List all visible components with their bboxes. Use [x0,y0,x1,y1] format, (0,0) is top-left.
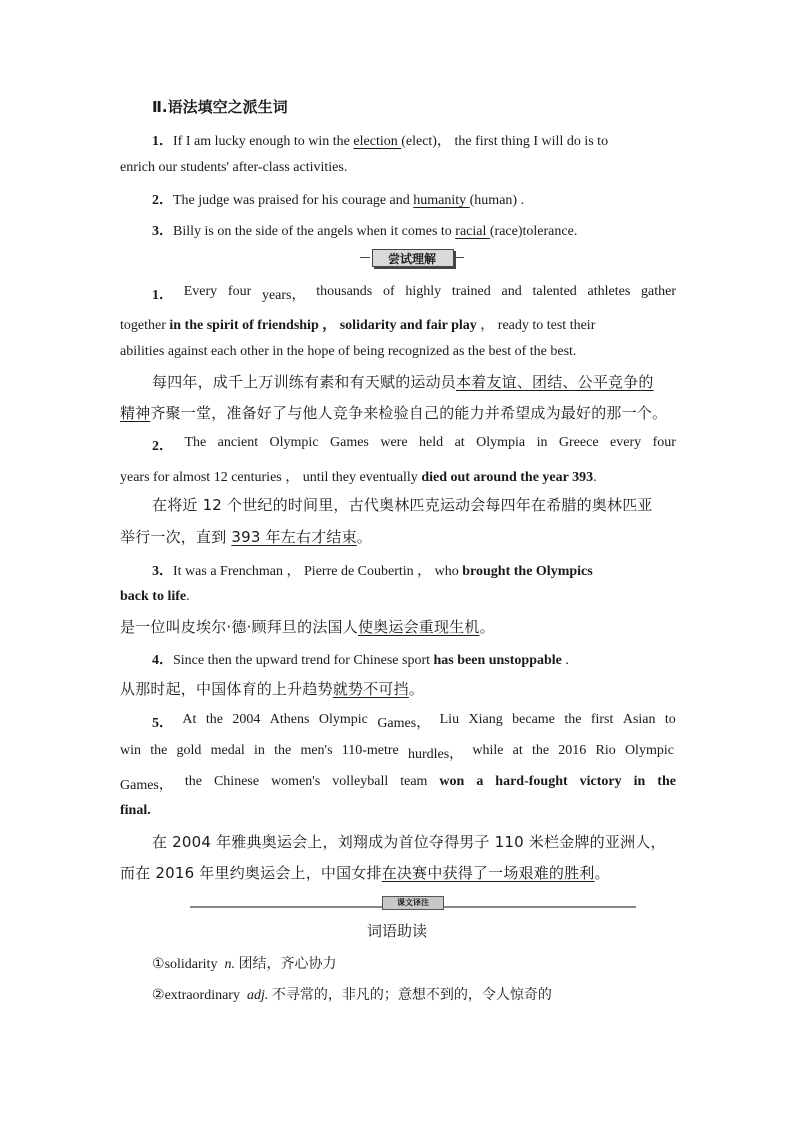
vocab-marker: ② [152,987,165,1003]
word: in [254,743,265,758]
item-text: (human) . [469,193,525,208]
section-banner [360,249,464,267]
key-phrase: back to life [120,589,187,604]
item-number: 1． [152,134,173,149]
key-phrase: brought the Olympics [462,564,593,579]
word: of [382,284,395,299]
key-phrase: has been unstoppable [433,653,562,668]
section-heading: Ⅱ.语法填空之派生词 [152,98,288,116]
word: trained [451,284,491,299]
word: 110-metre [341,743,399,758]
translation-text: 。 [356,528,372,546]
word: Olympia [476,435,526,450]
word: Every [183,284,218,299]
word: were [380,435,408,450]
sentence-5-line-4: final. [120,803,151,818]
key-word: won [439,774,465,789]
word: while [472,743,504,758]
sentence-2-line-2 [120,466,676,486]
word: medal [210,743,245,758]
sentence-2-line-1 [152,435,676,455]
key-word: the [657,774,676,789]
word: Xiang [468,712,503,727]
vocab-item-1 [152,953,336,973]
word: gather [641,284,676,299]
word: Chinese [213,774,260,789]
sentence-number: 1． [152,288,173,303]
grammar-item-2 [152,189,676,209]
item-number: 2． [152,193,173,208]
grammar-item-1 [152,130,676,150]
word: first [590,712,614,727]
word: men's [300,743,333,758]
answer-racial: racial [455,224,490,239]
sentence-number: 5． [152,716,173,731]
sentence-1-line-3: abilities against each other in the hope of being recognized as the best of the best. [120,344,577,359]
sentence-3-translation [120,616,676,637]
word: 2016 [558,743,587,758]
sentence-number: 3． [152,564,173,579]
vocab-item-2 [152,984,552,1004]
vocab-marker: ① [152,956,165,972]
item-text: If I am lucky enough to win the [173,134,354,149]
divider-label: 课文译注 [382,896,444,910]
sentence-1-translation-2 [120,402,676,423]
vocab-word: extraordinary [164,988,240,1003]
word: athletes [587,284,631,299]
word: The [184,435,207,450]
sentence-text: Since then the upward trend for Chinese sport [173,653,434,668]
translation-text: 。 [408,680,425,698]
word: At [182,712,197,727]
vocab-meaning: 不寻常的，非凡的；意想不到的，令人惊奇的 [271,987,552,1003]
translation-text: 。 [479,618,495,636]
word: hurdles， [407,747,464,762]
sentence-5-translation-1: 在 2004 年雅典奥运会上，刘翔成为首位夺得男子 110 米栏金牌的亚洲人， [152,833,666,851]
word: at [512,743,523,758]
word: Greece [558,435,599,450]
vocab-pos: adj. [246,988,269,1003]
banner-label: 尝试理解 [387,252,436,266]
word: to [664,712,676,727]
word: four [652,435,676,450]
sentence-4-translation [120,678,676,699]
sentence-text: together [120,318,170,333]
sentence-text: ， ready to test their [480,318,596,333]
sentence-text: . [561,653,569,668]
word: every [610,435,642,450]
word: talented [532,284,577,299]
sentence-5-line-3 [120,774,676,794]
answer-humanity: humanity [413,193,470,208]
sentence-2-translation-2 [120,526,676,547]
sentence-2-translation-1: 在将近 12 个世纪的时间里，古代奥林匹克运动会每四年在希腊的奥林匹亚 [152,496,653,514]
key-word: victory [579,774,622,789]
item-number: 3． [152,224,173,239]
word: Games， [120,778,173,793]
word: Olympic [624,743,674,758]
word: Olympic [269,435,319,450]
word: team [400,774,428,789]
vocab-pos: n. [224,957,235,972]
sentence-text: . [593,470,597,485]
translation-text: 举行一次，直到 [120,528,232,546]
answer-election: election [353,134,402,149]
word: Liu [439,712,460,727]
word: and [501,284,522,299]
vocab-meaning: 团结，齐心协力 [238,956,337,972]
translation-text: 从那时起，中国体育的上升趋势 [120,680,333,698]
word: years， [261,288,306,303]
word: the [564,712,582,727]
translation-key: 在决赛中获得了一场艰难的胜利 [381,864,595,882]
vocab-heading: 词语助读 [366,922,427,940]
word: in [536,435,548,450]
word: Olympic [318,712,368,727]
sentence-5-translation-2 [120,862,676,883]
sentence-1-line-2 [120,314,676,334]
sentence-text: . [186,589,190,604]
word: highly [405,284,442,299]
translation-key: 使奥运会重现生机 [357,618,480,636]
translation-text: 是一位叫皮埃尔·德·顾拜旦的法国人 [120,618,358,636]
item-text: (elect)， the first thing I will do is to [401,134,609,149]
translation-text: 每四年，成千上万训练有素和有天赋的运动员 [152,373,457,391]
sentence-number: 4． [152,653,173,668]
grammar-item-1-cont: enrich our students' after-class activities. [120,160,348,175]
key-word: hard-fought [495,774,568,789]
translation-key: 精神 [120,404,151,422]
word: the [205,712,223,727]
translation-text: 齐聚一堂，准备好了与他人竞争来检验自己的能力并希望成为最好的那一个。 [150,404,668,422]
vocab-word: solidarity [164,957,218,972]
word: win [120,743,141,758]
word: Games [330,435,369,450]
key-word: a [476,774,484,789]
sentence-5-line-2 [120,743,674,763]
sentence-3-line-1 [152,560,676,580]
sentence-1-translation-1 [152,371,676,392]
word: became [512,712,555,727]
word: held [419,435,444,450]
translation-key: 本着友谊、团结、公平竞争的 [456,373,654,391]
word: volleyball [332,774,389,789]
word: gold [176,743,202,758]
sentence-5-line-1 [152,712,676,732]
translation-key: 就势不可挡 [332,680,409,698]
word: the [150,743,168,758]
item-text: The judge was praised for his courage and [173,193,414,208]
word: Athens [269,712,310,727]
word: Games， [377,716,431,731]
word: Rio [595,743,616,758]
sentence-3-line-2 [120,589,676,605]
sentence-text: It was a Frenchman ， Pierre de Coubertin ， who [173,564,463,579]
key-word: in [633,774,646,789]
item-text: (race)tolerance. [489,224,578,239]
key-phrase: died out around the year 393 [421,470,594,485]
translation-text: 而在 2016 年里约奥运会上，中国女排 [120,864,382,882]
sentence-text: years for almost 12 centuries ， until they eventually [120,470,422,485]
translation-text: 。 [594,864,610,882]
word: the [184,774,202,789]
word: women's [271,774,321,789]
sentence-4-line-1 [152,649,676,669]
word: 2004 [232,712,261,727]
word: the [274,743,292,758]
grammar-item-3 [152,220,676,240]
translation-key: 393 年左右才结束 [231,528,357,546]
word: the [531,743,550,758]
key-phrase: in the spirit of friendship ， solidarity and fair play [169,318,481,333]
item-text: Billy is on the side of the angels when it comes to [173,224,456,239]
sentence-1-line-1 [152,284,676,304]
word: at [454,435,465,450]
word: ancient [217,435,259,450]
sentence-number: 2． [152,439,173,454]
word: four [227,284,252,299]
word: Asian [622,712,656,727]
word: thousands [316,284,373,299]
